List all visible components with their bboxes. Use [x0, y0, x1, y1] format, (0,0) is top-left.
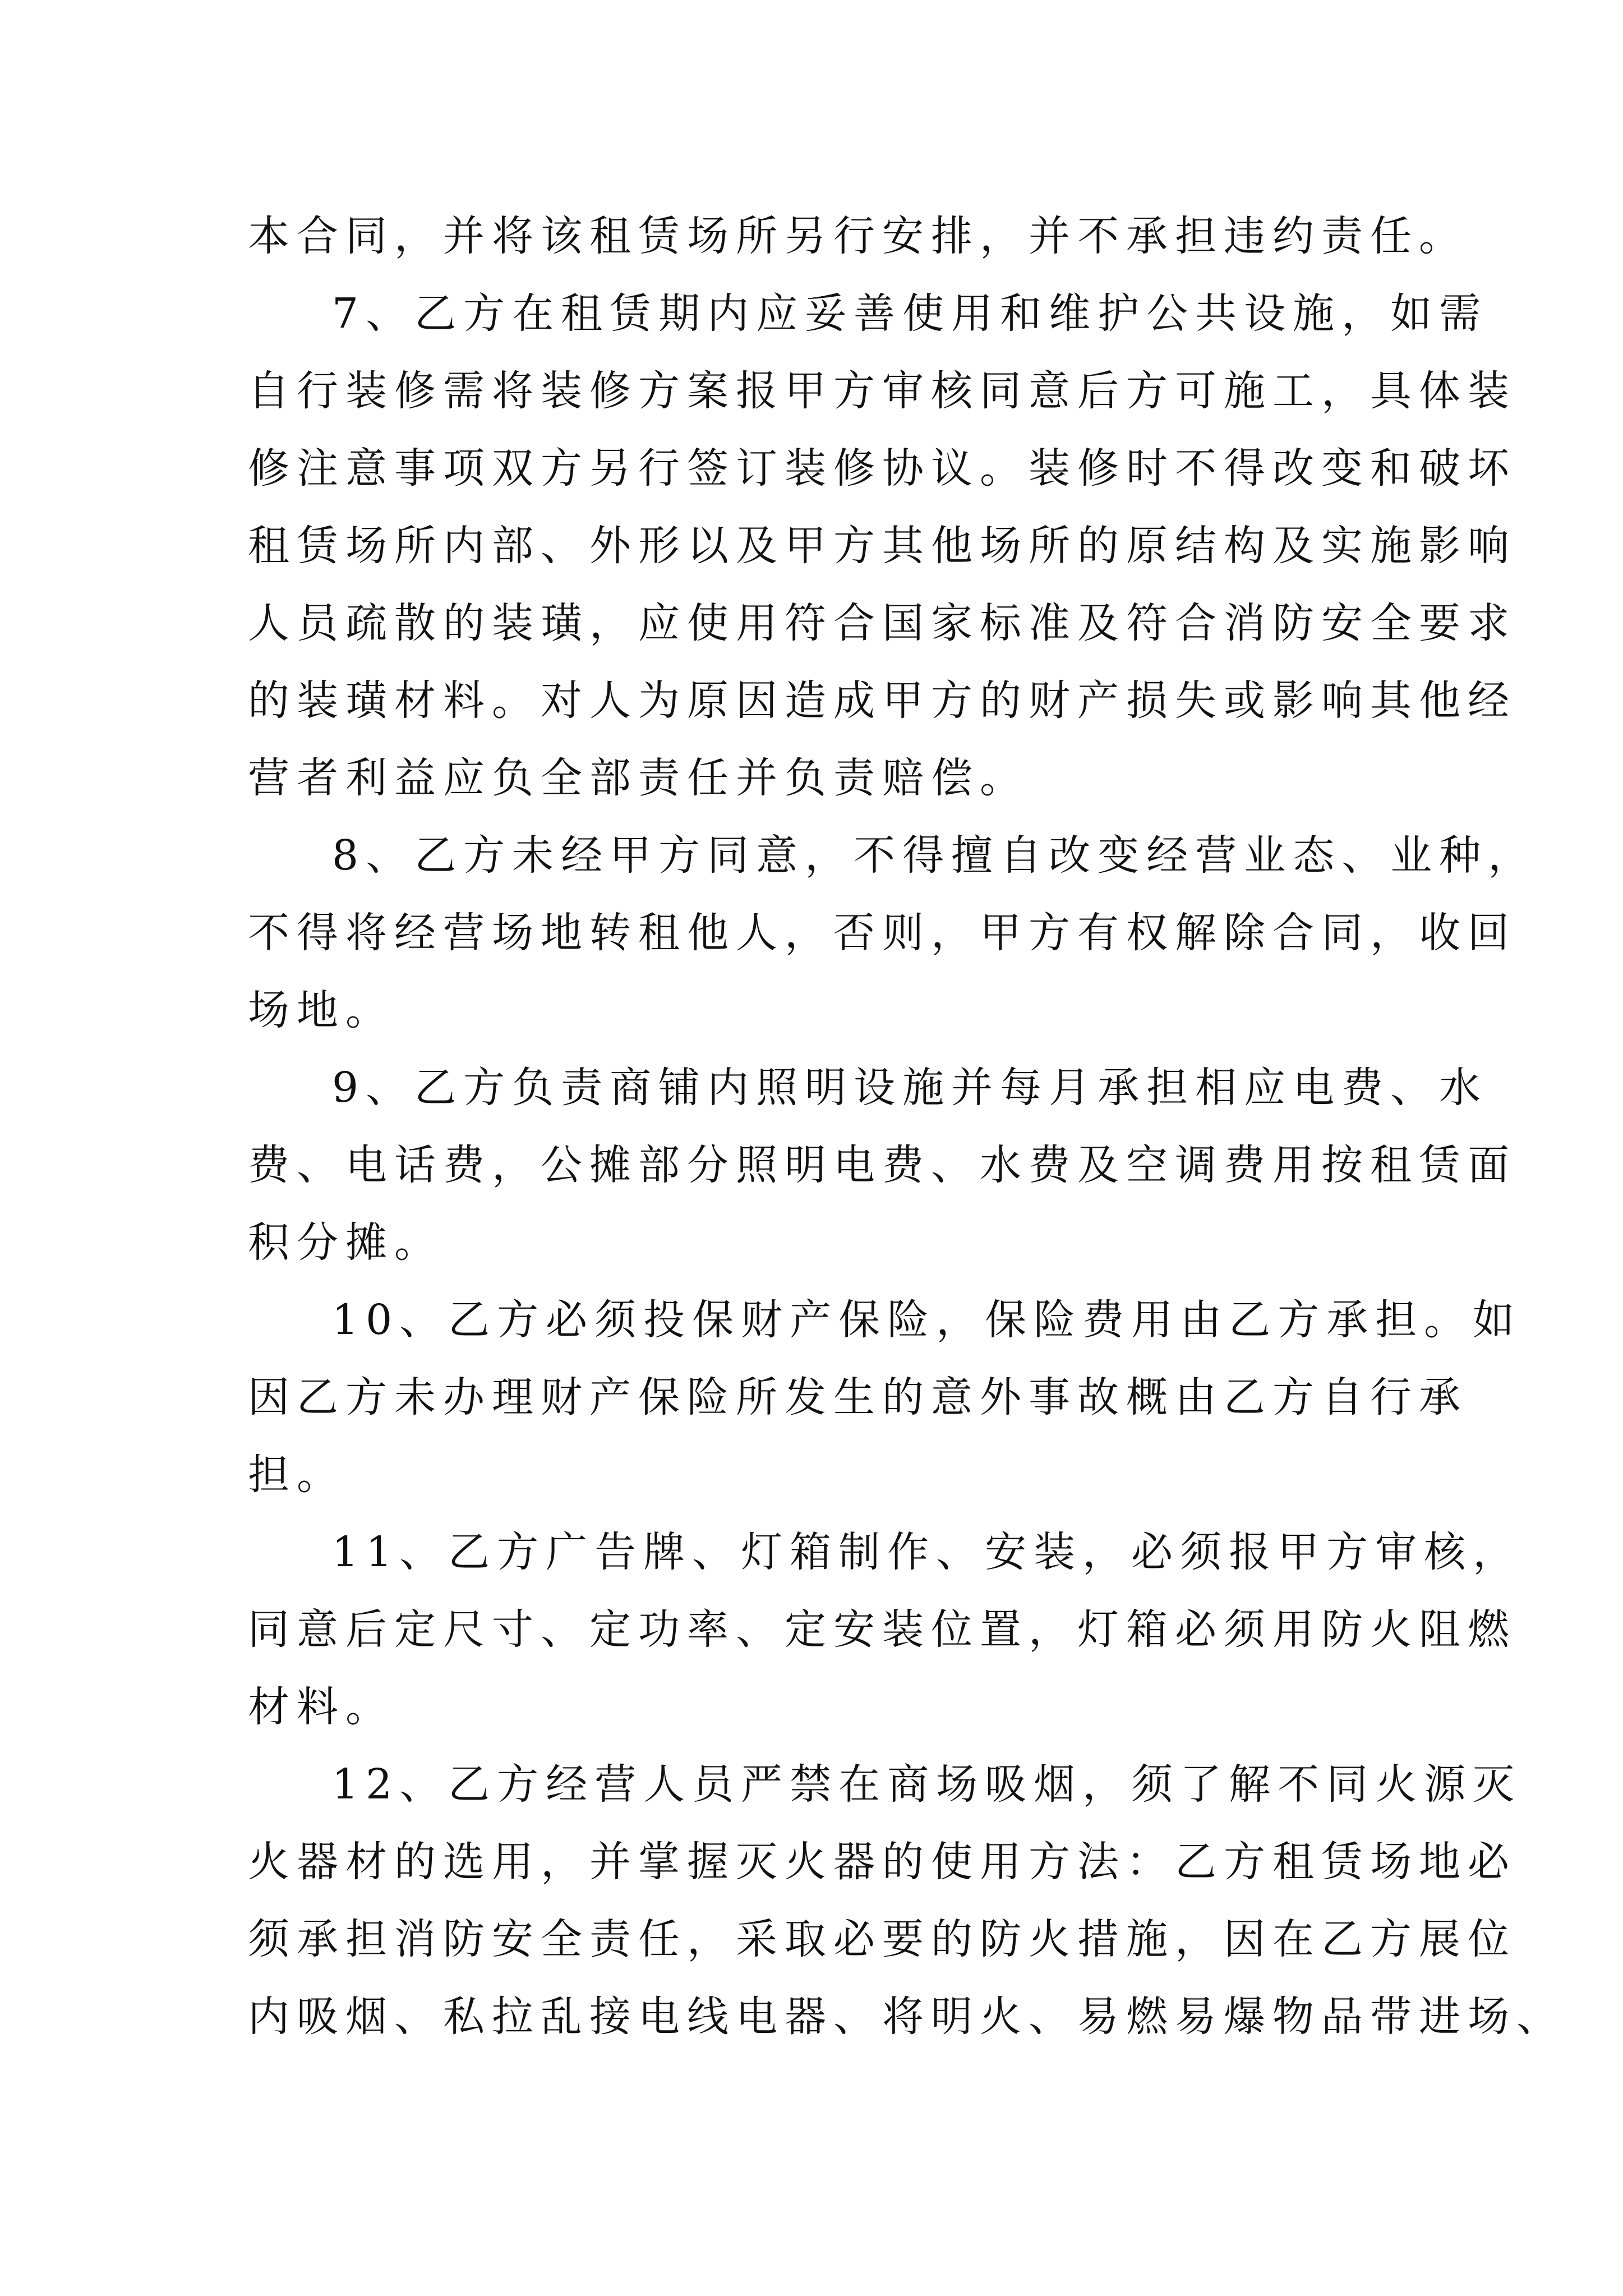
text-line: 同意后定尺寸、定功率、定安装位置，灯箱必须用防火阻燃 — [248, 1605, 1516, 1654]
text-line: 积分摊。 — [248, 1218, 443, 1267]
text-line: 11、乙方广告牌、灯箱制作、安装，必须报甲方审核， — [332, 1528, 1522, 1576]
text-line: 10、乙方必须投保财产保险，保险费用由乙方承担。如 — [332, 1296, 1522, 1344]
text-line: 费、电话费，公摊部分照明电费、水费及空调费用按租赁面 — [248, 1141, 1516, 1189]
text-line: 不得将经营场地转租他人，否则，甲方有权解除合同，收回 — [248, 909, 1516, 957]
text-line: 场地。 — [248, 986, 394, 1034]
text-line: 人员疏散的装璜，应使用符合国家标准及符合消防安全要求 — [248, 599, 1516, 647]
text-line: 12、乙方经营人员严禁在商场吸烟，须了解不同火源灭 — [332, 1760, 1522, 1809]
text-line: 因乙方未办理财产保险所发生的意外事故概由乙方自行承 — [248, 1373, 1468, 1421]
text-line: 内吸烟、私拉乱接电线电器、将明火、易燃易爆物品带进场、 — [248, 1993, 1565, 2041]
text-line: 8、乙方未经甲方同意，不得擅自改变经营业态、业种， — [332, 831, 1537, 880]
text-line: 的装璜材料。对人为原因造成甲方的财产损失或影响其他经 — [248, 677, 1516, 725]
text-line: 9、乙方负责商铺内照明设施并每月承担相应电费、水 — [332, 1064, 1488, 1112]
text-line: 材料。 — [248, 1683, 394, 1731]
text-line: 火器材的选用，并掌握灭火器的使用方法：乙方租赁场地必 — [248, 1838, 1516, 1886]
text-line: 租赁场所内部、外形以及甲方其他场所的原结构及实施影响 — [248, 522, 1516, 570]
text-line: 营者利益应负全部责任并负责赔偿。 — [248, 754, 1029, 802]
text-line: 本合同，并将该租赁场所另行安排，并不承担违约责任。 — [248, 212, 1468, 260]
text-line: 自行装修需将装修方案报甲方审核同意后方可施工，具体装 — [248, 367, 1516, 415]
text-line: 修注意事项双方另行签订装修协议。装修时不得改变和破坏 — [248, 444, 1516, 493]
text-line: 担。 — [248, 1451, 345, 1499]
text-line: 须承担消防安全责任，采取必要的防火措施，因在乙方展位 — [248, 1915, 1516, 1963]
text-line: 7、乙方在租赁期内应妥善使用和维护公共设施，如需 — [332, 289, 1488, 338]
contract-body-text — [248, 197, 1565, 2055]
